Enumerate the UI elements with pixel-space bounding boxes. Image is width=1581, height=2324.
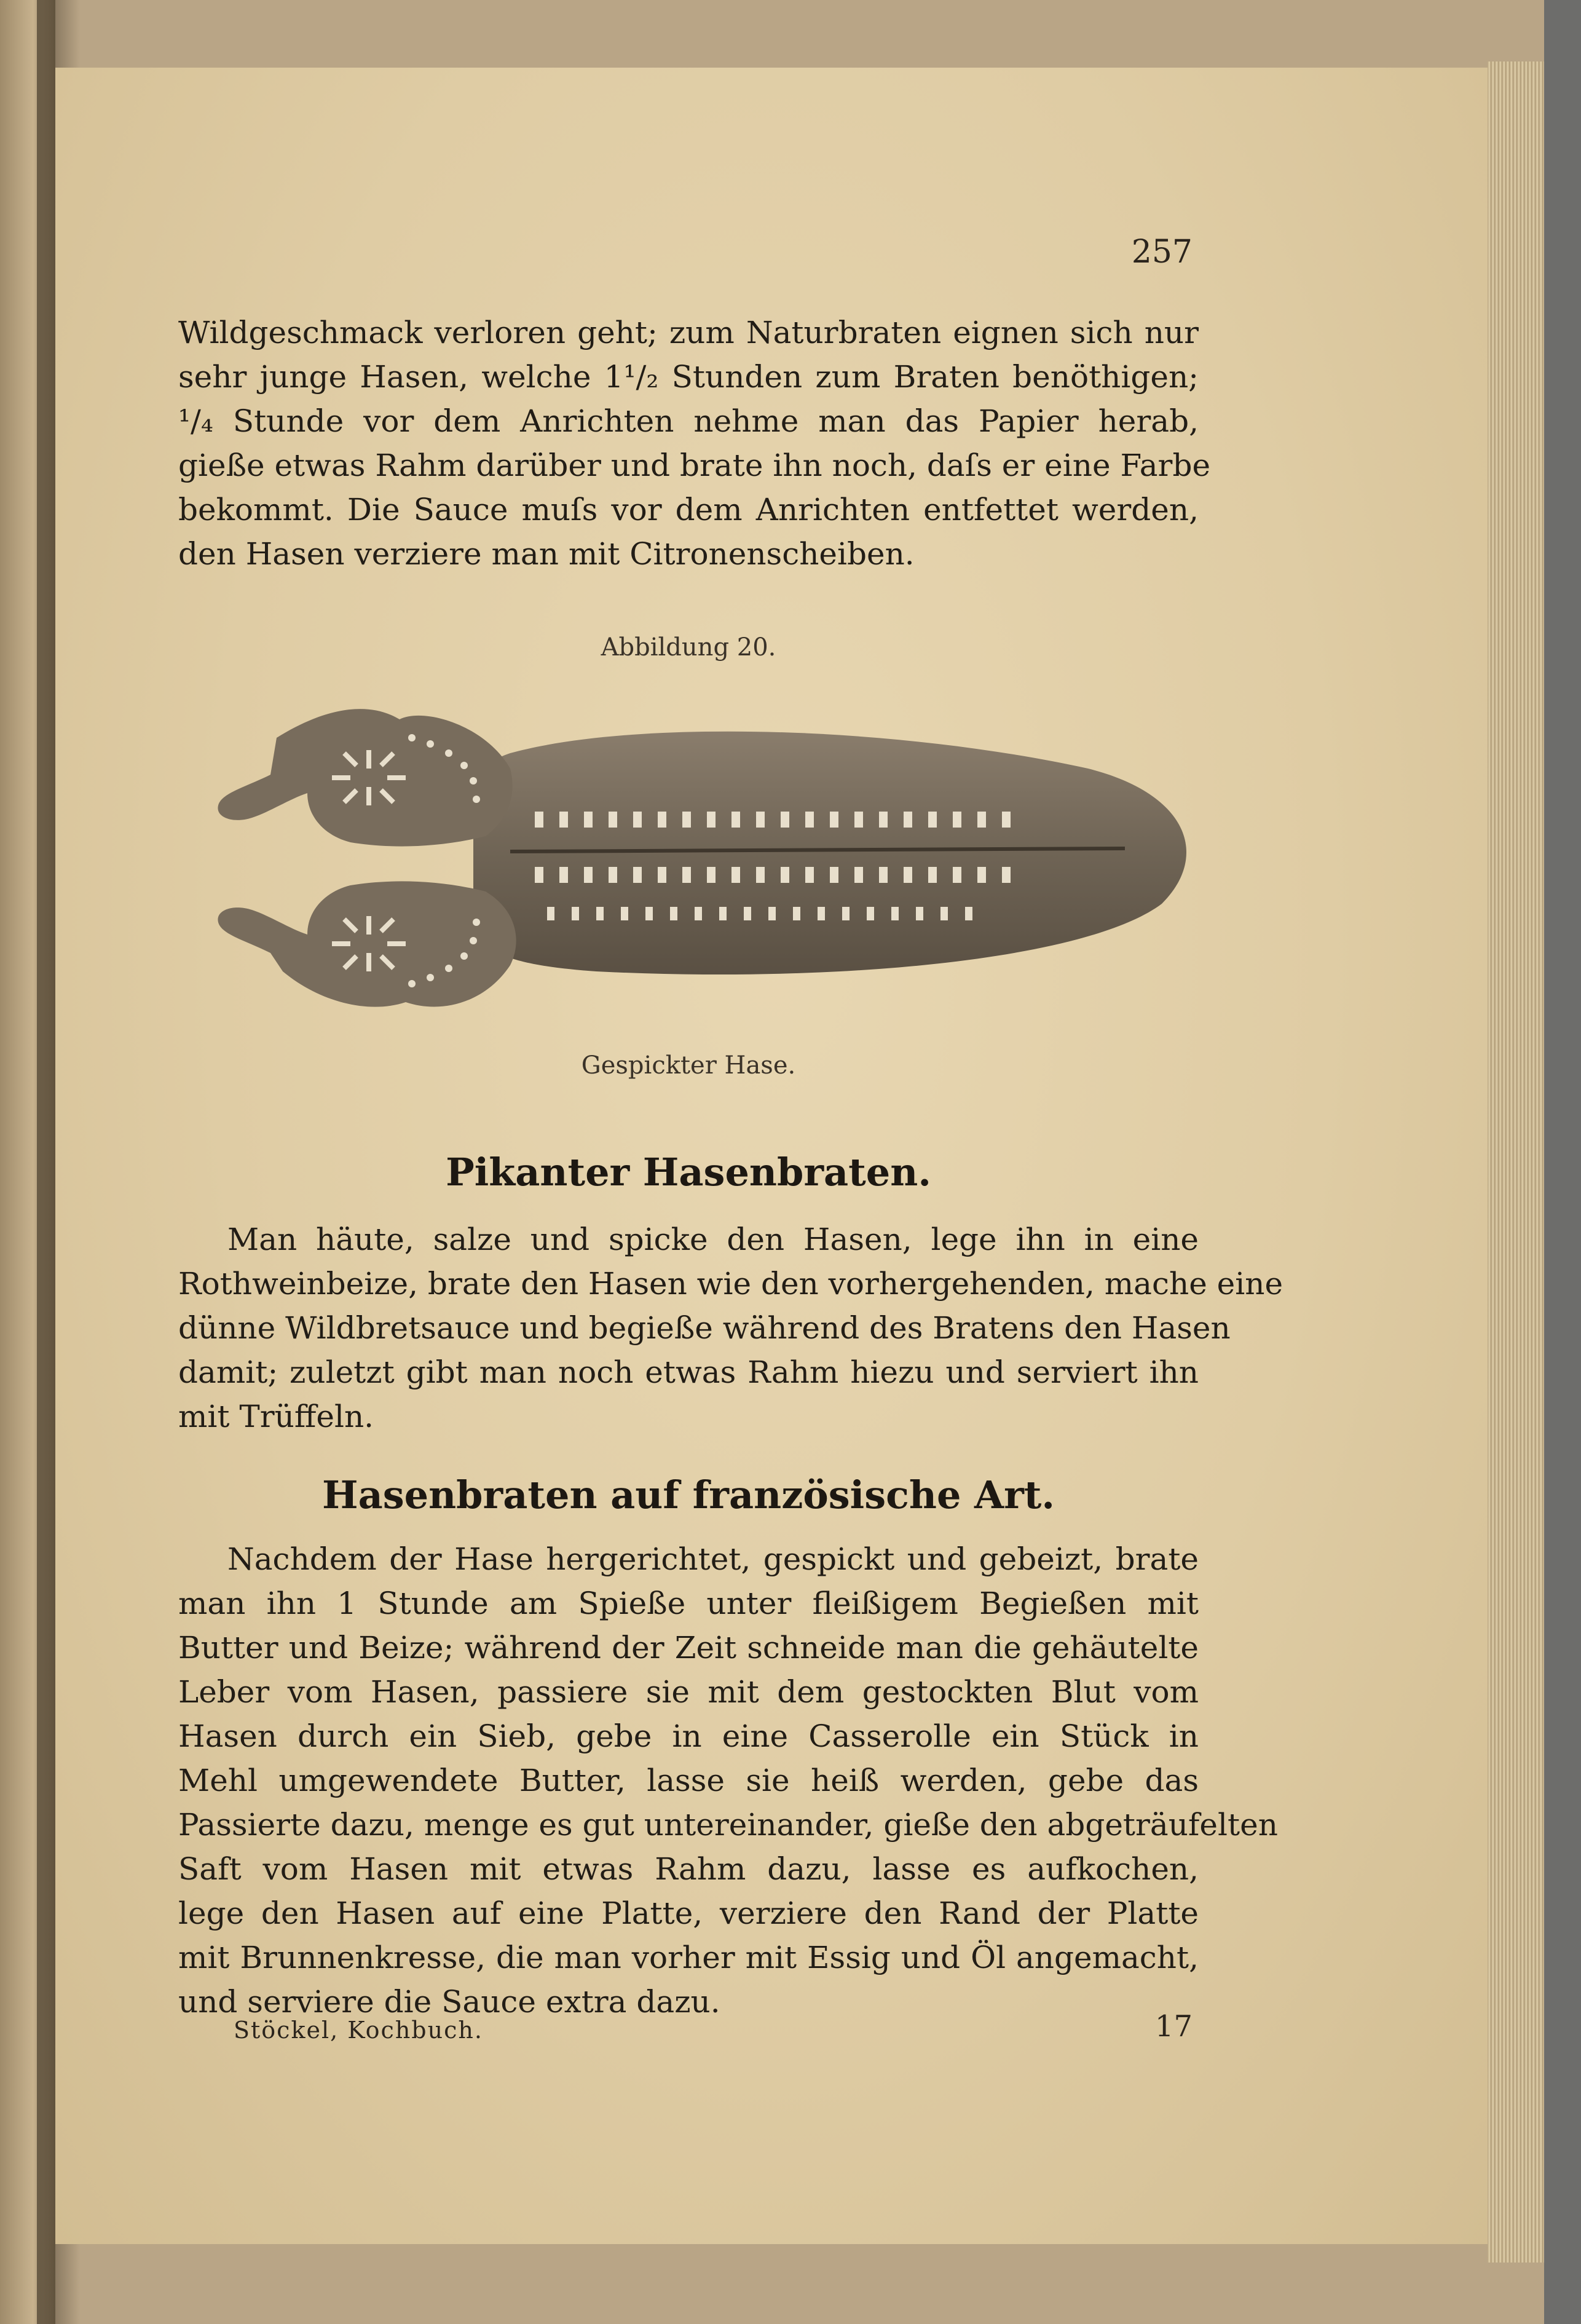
intro-paragraph <box>178 310 1211 576</box>
text-line: mit Brunnenkresse, die man vorher mit Essig und Öl angemacht, <box>178 1940 1199 1975</box>
figure-label: Abbildung 20. <box>601 633 776 662</box>
recipe1-title: Pikanter Hasenbraten. <box>446 1150 931 1195</box>
text-line: mit Trüffeln. <box>178 1399 374 1434</box>
recipe2-title: Hasenbraten auf französische Art. <box>322 1472 1055 1517</box>
text-line: Nachdem der Hase hergerichtet, gespickt und gebeizt, brate <box>227 1541 1199 1577</box>
text-line: dünne Wildbretsauce und begieße während des Bratens den Hasen <box>178 1310 1231 1346</box>
text-line: Leber vom Hasen, passiere sie mit dem gestockten Blut vom <box>178 1674 1199 1710</box>
text-line: sehr junge Hasen, welche 1¹/₂ Stunden zum Braten benöthigen; <box>178 359 1199 395</box>
page-number: 257 <box>1131 234 1193 271</box>
text-line: Rothweinbeize, brate den Hasen wie den vorhergehenden, mache eine <box>178 1266 1283 1302</box>
text-line: Wildgeschmack verloren geht; zum Naturbraten eignen sich nur <box>178 315 1199 350</box>
text-line: Man häute, salze und spicke den Hasen, lege ihn in eine <box>227 1222 1199 1257</box>
text-line: damit; zuletzt gibt man noch etwas Rahm hiezu und serviert ihn <box>178 1354 1199 1390</box>
text-line: ¹/₄ Stunde vor dem Anrichten nehme man das Papier herab, <box>178 403 1199 439</box>
text-line: Butter und Beize; während der Zeit schneide man die gehäutelte <box>178 1630 1199 1666</box>
text-line: Mehl umgewendete Butter, lasse sie heiß werden, gebe das <box>178 1763 1199 1798</box>
book-cover-edge <box>1544 0 1581 2324</box>
text-line: Hasen durch ein Sieb, gebe in eine Casserolle ein Stück in <box>178 1718 1199 1754</box>
figure-caption: Gespickter Hase. <box>581 1051 796 1080</box>
recipe1-paragraph <box>178 1217 1283 1439</box>
text-line: Passierte dazu, menge es gut untereinander, gieße den abgeträufelten <box>178 1807 1278 1843</box>
larded-hare-illustration <box>166 695 1211 1027</box>
recipe2-paragraph <box>178 1537 1278 2024</box>
text-line: man ihn 1 Stunde am Spieße unter fleißigem Begießen mit <box>178 1586 1199 1621</box>
text-line: gieße etwas Rahm darüber und brate ihn noch, daſs er eine Farbe <box>178 448 1211 483</box>
text-line: und serviere die Sauce extra dazu. <box>178 1984 720 2020</box>
text-line: den Hasen verziere man mit Citronenscheiben. <box>178 536 915 572</box>
text-line: bekommt. Die Sauce muſs vor dem Anrichten entfettet werden, <box>178 492 1199 528</box>
text-line: Saft vom Hasen mit etwas Rahm dazu, lasse es aufkochen, <box>178 1851 1199 1887</box>
sheet-number: 17 <box>1154 2009 1193 2044</box>
text-line: lege den Hasen auf eine Platte, verziere den Rand der Platte <box>178 1895 1199 1931</box>
signature-mark: Stöckel, Kochbuch. <box>234 2017 483 2044</box>
